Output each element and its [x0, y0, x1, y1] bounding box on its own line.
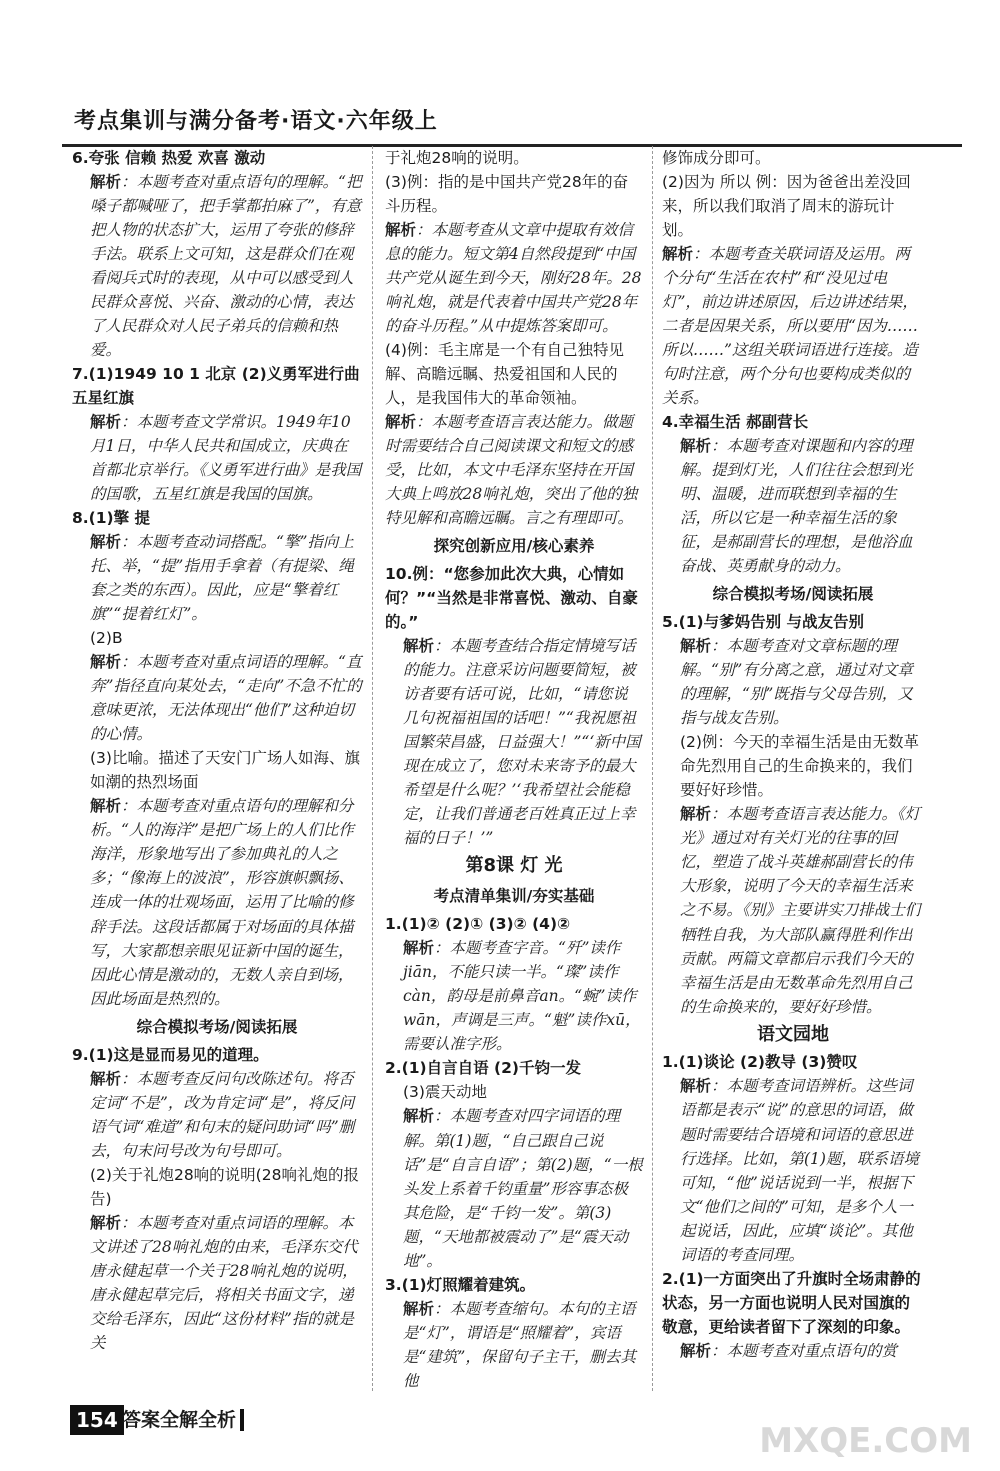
footer-label: 答案全解全析	[122, 1409, 237, 1431]
sub-answer: (2)关于礼炮28响的说明(28响礼炮的报告)	[90, 1165, 359, 1208]
explanation	[72, 530, 362, 626]
continued-text: 修饰成分即可。	[662, 149, 771, 167]
explanation-text: ：本题考查对重点词语的理解。本文讲述了28响礼炮的由来，毛泽东交代唐永健起草一个关于28响礼炮的说明，唐永健起草完后，将相关书面文字，递交给毛泽东，因此“这份材料”指的就是关	[90, 1213, 358, 1352]
sub-answer: (2)例：今天的幸福生活是由无数革命先烈用自己的生命换来的，我们要好好珍惜。	[680, 733, 919, 800]
explanation-text: ：本题考查词语辨析。这些词语都是表示“说”的意思的词语，做题时需要结合语境和词语的意思进行选择。比如，第(1)题，联系语境可知，“他”说话说到一半，根据下文“他们之间的”可知，是多个人一起说话，因此，应填“谈论”。其他词语的考查同理。	[680, 1077, 919, 1264]
question-answer: 6.夸张 信赖 热爱 欢喜 激动	[72, 149, 266, 167]
explanation-label: 解析	[680, 637, 712, 656]
explanation-text: ：本题考查对课题和内容的理解。提到灯光，人们往往会想到光明、温暖，进而联想到幸福的生活，所以它是一种幸福生活的象征，是郝副营长的理想，是他浴血奋战、英勇献身的动力。	[680, 437, 913, 576]
page-number: 154	[70, 1405, 124, 1435]
explanation-label: 解析	[403, 939, 435, 958]
sub-answer: (4)例：毛主席是一个有自己独特见解、高瞻远瞩、热爱祖国和人民的人，是我国伟大的革命领袖。	[385, 341, 624, 408]
explanation	[72, 410, 362, 506]
page-header	[62, 100, 962, 147]
lesson-title: 语文园地	[757, 1023, 829, 1045]
explanation-label: 解析	[90, 413, 122, 432]
sub-answer: (3)比喻。描述了天安门广场人如海、旗如潮的热烈场面	[90, 749, 360, 792]
explanation-label: 解析	[680, 1077, 712, 1096]
explanation	[72, 170, 362, 362]
explanation-label: 解析	[90, 533, 122, 552]
explanation	[385, 410, 643, 530]
explanation-text: ：本题考查字音。“歼”读作jiān，不能只读一半。“璨”读作càn，韵母是前鼻音an。“蜿”读作wān，声调是三声。“魁”读作xū，需要认准字形。	[403, 939, 641, 1054]
sub-answer: (3)震天动地	[403, 1083, 487, 1102]
explanation-label: 解析	[90, 797, 122, 816]
explanation-label: 解析	[90, 653, 122, 672]
section-heading: 考点清单集训/夯实基础	[433, 887, 595, 906]
explanation-text: ：本题考查文学常识。1949年10月1日，中华人民共和国成立，庆典在首都北京举行。《义勇军进行曲》是我国的国歌，五星红旗是我国的国旗。	[90, 413, 362, 504]
explanation	[662, 634, 924, 730]
watermark: MXQE.COM	[759, 1421, 972, 1461]
explanation-text: ：本题考查结合指定情境写话的能力。注意采访问题要简短，被访者要有话可说，比如，“请您说几句祝福祖国的话吧！”“我祝愿祖国繁荣昌盛，日益强大！”“‘新中国现在成立了，您对未来寄予的最大希望是什么呢？’‘我希望社会能稳定，让我们普通老百姓真正过上幸福的日子！’”	[403, 637, 641, 848]
question-answer: 4.幸福生活 郝副营长	[662, 413, 809, 432]
explanation-text: ：本题考查关联词语及运用。两个分句“生活在农村”和“没见过电灯”，前边讲述原因，后边讲述结果，二者是因果关系，所以要用“因为……所以……”这组关联词语进行连接。造句时注意，两个分句也要构成类似的关系。	[662, 245, 918, 408]
explanation	[385, 1104, 643, 1272]
explanation	[72, 650, 362, 746]
explanation-text: ：本题考查动词搭配。“擎”指向上托、举，“提”指用手拿着（有提梁、绳套之类的东西）。因此，应是“擎着红旗”“提着红灯”。	[90, 533, 354, 624]
explanation-text: ：本题考查从文章中提取有效信息的能力。短文第4自然段提到“中国共产党从诞生到今天，刚好28年。28响礼炮，就是代表着中国共产党28年的奋斗历程。”从中提炼答案即可。	[385, 221, 642, 336]
header-title: 考点集训与满分备考·语文·六年级上	[74, 109, 438, 134]
explanation-label: 解析	[680, 437, 712, 456]
explanation-label: 解析	[90, 1069, 122, 1088]
explanation-text: ：本题考查对四字词语的理解。第(1)题，“自己跟自己说话”是“自言自语”；第(2)题，“一根头发上系着千钧重量”形容事态极其危险，是“千钧一发”。第(3)题，“天地都被震动了”是“震天动地”。	[403, 1107, 643, 1270]
explanation	[385, 936, 643, 1056]
explanation-label: 解析	[403, 1299, 435, 1318]
explanation-text: ：本题考查对重点语句的理解和分析。“人的海洋”是把广场上的人们比作海洋，形象地写出了参加典礼的人之多；“像海上的波浪”，形容旗帜飘扬、连成一体的壮观场面，运用了比喻的修辞手法。这段话都属于对场面的具体描写，大家都想亲眼见证新中国的诞生，因此心情是激动的，无数人亲自到场，因此场面是热烈的。	[90, 797, 354, 1008]
sub-answer: (3)例：指的是中国共产党28年的奋斗历程。	[385, 173, 629, 216]
explanation	[662, 1074, 924, 1266]
explanation	[72, 1211, 362, 1355]
explanation-label: 解析	[385, 221, 417, 240]
explanation-text: ：本题考查反问句改陈述句。将否定词“不是”，改为肯定词“是”，将反问语气词“难道”和句末的疑问助词“吗”删去，句末问号改为句号即可。	[90, 1069, 355, 1160]
explanation	[72, 1067, 362, 1163]
question-answer: 3.(1)灯照耀着建筑。	[385, 1275, 536, 1294]
question-answer: 1.(1)② (2)① (3)② (4)②	[385, 915, 571, 934]
explanation-label: 解析	[90, 1213, 122, 1232]
sub-answer: (2)B	[90, 629, 123, 648]
explanation	[662, 242, 924, 410]
column-divider	[372, 146, 374, 1391]
explanation-text: ：本题考查语言表达能力。《灯光》通过对有关灯光的往事的回忆，塑造了战斗英雄郝副营长的伟大形象，说明了今天的幸福生活来之不易。《别》主要讲实刀排战士们牺牲自我，为大部队赢得胜利作出贡献。两篇文章都启示我们今天的幸福生活是由无数革命先烈用自己的生命换来的，要好好珍惜。	[680, 805, 921, 1016]
question-answer: 1.(1)谈论 (2)教导 (3)赞叹	[662, 1053, 858, 1072]
question-answer: 7.(1)1949 10 1 北京 (2)义勇军进行曲 五星红旗	[72, 365, 360, 408]
explanation-text: ：本题考查对重点语句的理解。“把嗓子都喊哑了，把手掌都拍麻了”，有意把人物的状态扩大，运用了夸张的修辞手法。联系上文可知，这是群众们在观看阅兵式时的表现，从中可以感受到人民群众喜悦、兴奋、激动的心情，表达了人民群众对人民子弟兵的信赖和热爱。	[90, 173, 362, 360]
answer-column-1	[72, 146, 362, 1355]
explanation	[662, 1339, 924, 1363]
lesson-title: 第8课 灯 光	[465, 855, 563, 877]
explanation-text: ：本题考查语言表达能力。做题时需要结合自己阅读课文和短文的感受，比如，本文中毛泽东坚持在开国大典上鸣放28响礼炮，突出了他的独特见解和高瞻远瞩。言之有理即可。	[385, 413, 638, 528]
explanation	[662, 802, 924, 1018]
explanation	[385, 1297, 643, 1393]
explanation-text: ：本题考查对重点词语的理解。“直奔”指径直向某处去，“走向”不急不忙的意味更浓，无法体现出“他们”这种迫切的心情。	[90, 653, 362, 744]
footer-bar	[240, 1409, 244, 1431]
question-answer: 9.(1)这是显而易见的道理。	[72, 1045, 269, 1064]
column-divider	[652, 146, 654, 1391]
explanation	[385, 634, 643, 850]
explanation-label: 解析	[662, 245, 694, 264]
question-answer: 2.(1)一方面突出了升旗时全场肃静的状态，另一方面也说明人民对国旗的敬意，更给读者留下了深刻的印象。	[662, 1269, 921, 1336]
section-heading: 综合模拟考场/阅读拓展	[136, 1017, 298, 1036]
question-answer: 8.(1)擎 提	[72, 509, 151, 528]
explanation-text: ：本题考查缩句。本句的主语是“灯”，谓语是“照耀着”，宾语是“建筑”，保留句子主干，删去其他	[403, 1299, 636, 1390]
continued-text: 于礼炮28响的说明。	[385, 149, 529, 167]
explanation-label: 解析	[403, 1107, 435, 1126]
section-heading: 探究创新应用/核心素养	[433, 537, 595, 556]
explanation-label: 解析	[385, 413, 417, 432]
explanation-label: 解析	[403, 637, 435, 656]
answer-column-2	[385, 146, 643, 1393]
section-heading: 综合模拟考场/阅读拓展	[712, 585, 874, 604]
question-answer: 10.例：“您参加此次大典，心情如何？”“当然是非常喜悦、激动、自豪的。”	[385, 565, 638, 632]
explanation-label: 解析	[680, 805, 712, 824]
question-answer: 5.(1)与爹妈告别 与战友告别	[662, 613, 865, 632]
explanation	[385, 218, 643, 338]
explanation-text: ：本题考查对重点语句的赏	[711, 1341, 898, 1360]
explanation	[72, 794, 362, 1010]
answer-column-3	[662, 146, 924, 1363]
explanation-text: ：本题考查对文章标题的理解。“别”有分离之意，通过对文章的理解，“别”既指与父母告别，又指与战友告别。	[680, 637, 913, 728]
explanation	[662, 434, 924, 578]
question-answer: 2.(1)自言自语 (2)千钧一发	[385, 1059, 581, 1078]
explanation-label: 解析	[90, 173, 122, 192]
explanation-label: 解析	[680, 1341, 712, 1360]
sub-answer: (2)因为 所以 例：因为爸爸出差没回来，所以我们取消了周末的游玩计划。	[662, 173, 911, 240]
